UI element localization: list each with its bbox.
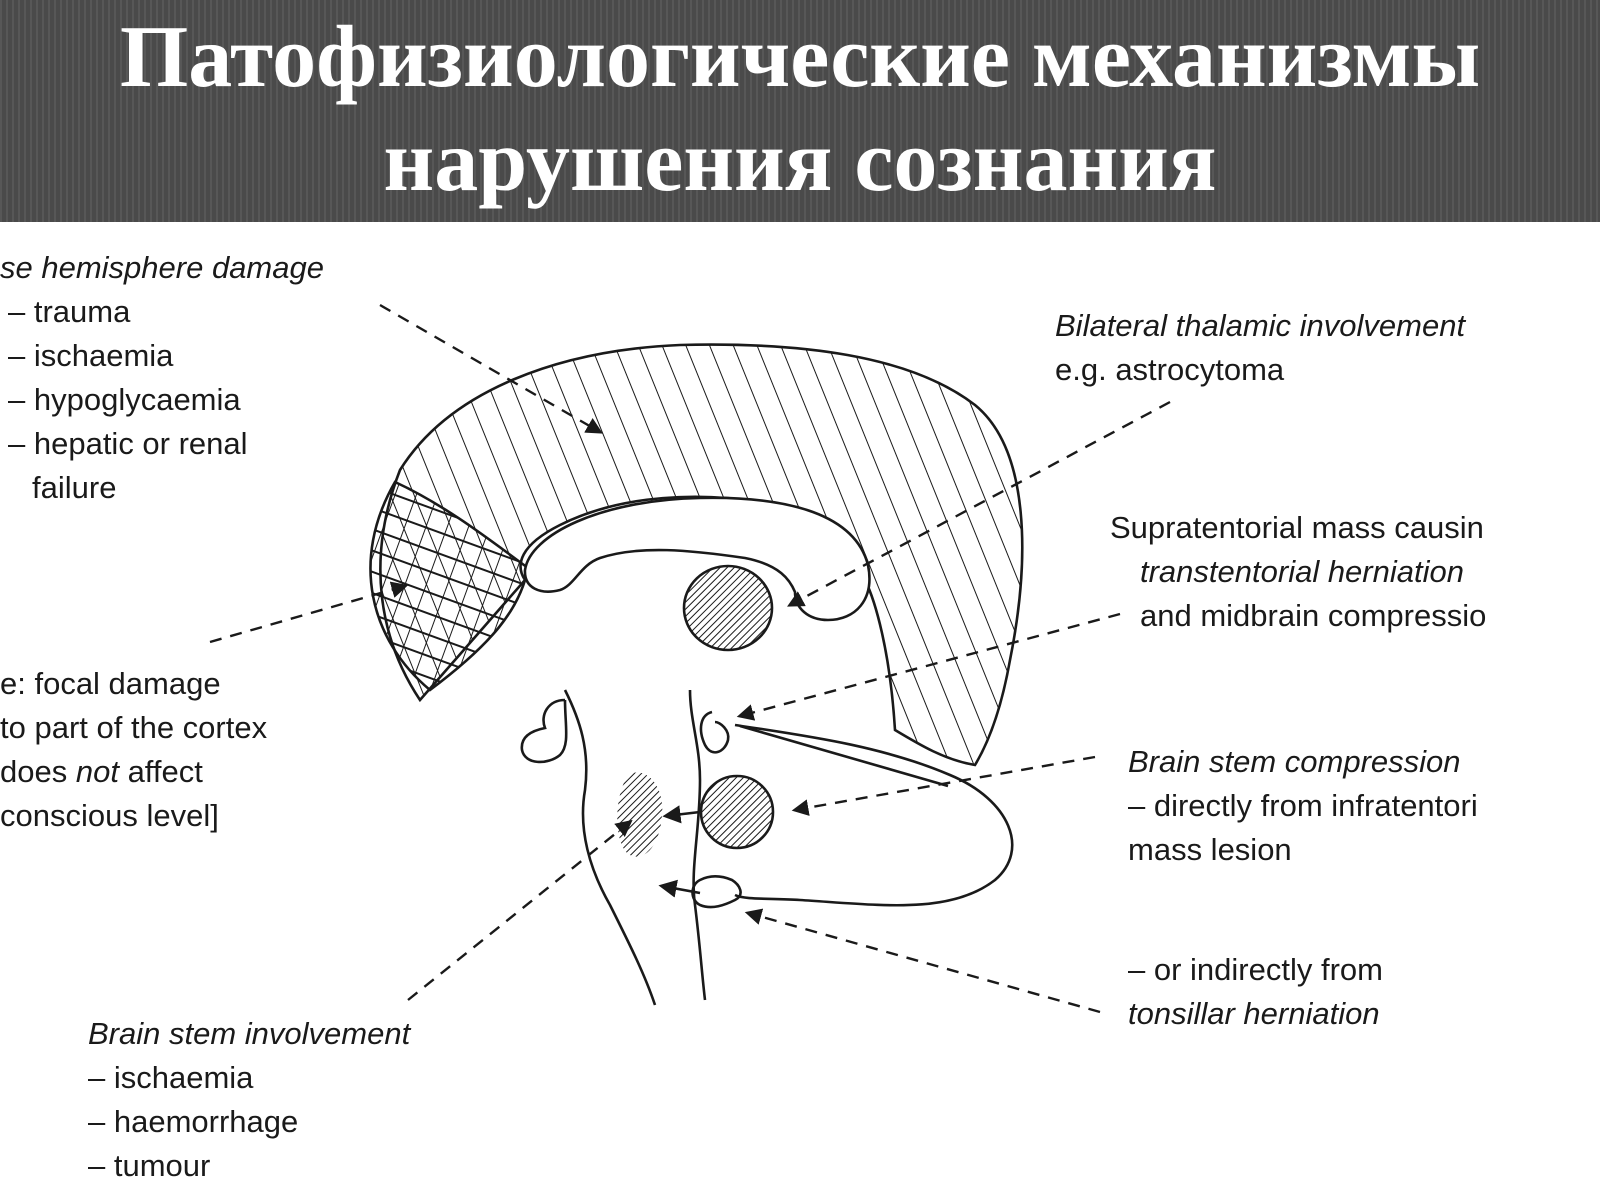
arrow-brainstem-compression — [795, 757, 1095, 810]
focal-not: not — [75, 754, 119, 789]
brainstem-lesion — [701, 776, 773, 848]
diffuse-item-2: – ischaemia — [8, 338, 174, 373]
involvement-item-3: – tumour — [88, 1148, 211, 1183]
involvement-heading: Brain stem involvement — [88, 1016, 411, 1051]
focal-line-4: conscious level] — [0, 798, 219, 833]
thalamic-lesion — [684, 566, 772, 650]
compression-heading: Brain stem compression — [1128, 744, 1461, 779]
title-line-1: Патофизиологические механизмы — [119, 9, 1481, 106]
arrow-compression-inner — [666, 812, 700, 816]
tonsillar-line-1: – or indirectly from — [1128, 952, 1383, 987]
involvement-item-1: – ischaemia — [88, 1060, 254, 1095]
diffuse-item-1: – trauma — [8, 294, 131, 329]
focal-line-2: to part of the cortex — [0, 710, 268, 745]
thalamic-subtitle: e.g. astrocytoma — [1055, 352, 1285, 387]
arrow-focal — [210, 586, 405, 642]
brainstem-involvement-region — [617, 772, 662, 856]
compression-line-2: mass lesion — [1128, 832, 1292, 867]
diffuse-item-3: – hypoglycaemia — [8, 382, 241, 417]
supratentorial-line-2: transtentorial herniation — [1140, 554, 1464, 589]
label-brainstem-compression — [1128, 740, 1478, 872]
label-thalamic — [1055, 304, 1465, 392]
supratentorial-line-1: Supratentorial mass causin — [1110, 510, 1484, 545]
involvement-item-2: – haemorrhage — [88, 1104, 299, 1139]
tonsillar-line-2: tonsillar herniation — [1128, 996, 1380, 1031]
arrow-tonsillar — [748, 913, 1100, 1012]
focal-line-3a: does — [0, 754, 76, 789]
diffuse-heading: se hemisphere damage — [0, 250, 324, 285]
label-supratentorial — [1110, 506, 1486, 638]
label-tonsillar — [1128, 948, 1383, 1036]
arrow-brainstem-involvement — [408, 822, 630, 1000]
pituitary — [522, 700, 566, 762]
label-brainstem-involvement — [88, 1012, 410, 1188]
focal-line-1: e: focal damage — [0, 666, 221, 701]
diffuse-item-4: – hepatic or renal — [8, 426, 248, 461]
compression-line-1: – directly from infratentori — [1128, 788, 1478, 823]
focal-line-3b: affect — [118, 754, 203, 789]
thalamic-heading: Bilateral thalamic involvement — [1055, 308, 1466, 343]
label-focal-damage — [0, 662, 267, 838]
label-diffuse-damage — [0, 246, 324, 510]
title-line-2: нарушения сознания — [383, 113, 1217, 210]
focal-line-3 — [0, 750, 267, 794]
supratentorial-line-3: and midbrain compressio — [1140, 598, 1487, 633]
diffuse-item-5: failure — [32, 470, 117, 505]
uncal-herniation — [701, 712, 728, 752]
